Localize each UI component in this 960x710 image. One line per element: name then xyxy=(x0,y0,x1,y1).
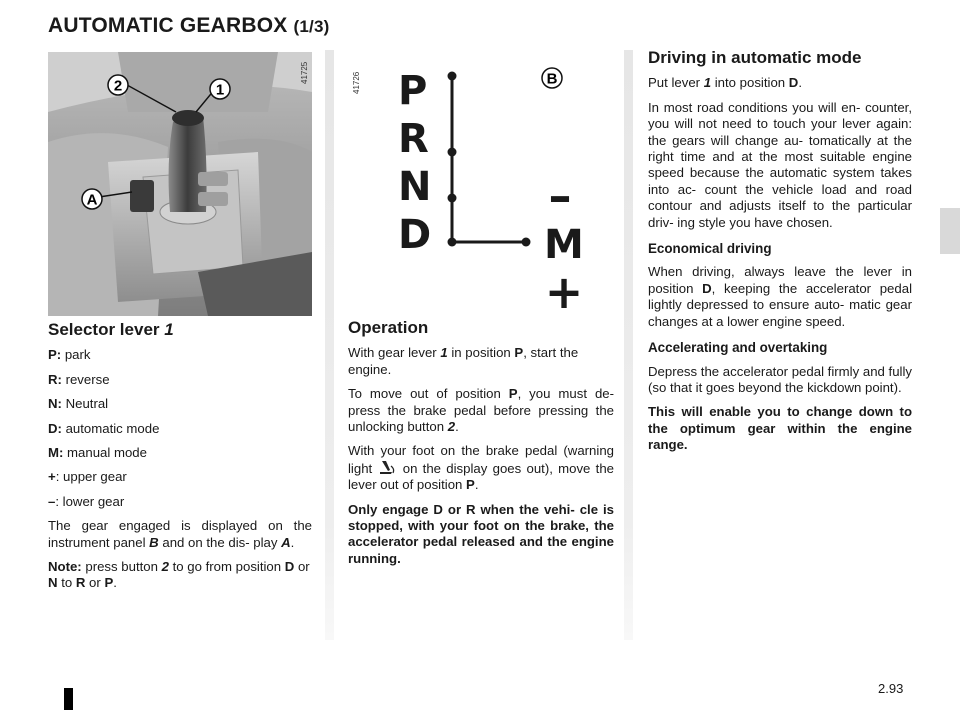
list-item: P: park xyxy=(48,347,91,363)
automatic-paragraph-1: Put lever 1 into position D. xyxy=(648,75,802,91)
safety-warning-paragraph: Only engage D or R when the vehi- cle is stopped, with your foot on the brake, the accelerator pedal released and the engine running. xyxy=(348,501,614,566)
position-d: D xyxy=(398,212,432,258)
selector-lever-heading: Selector lever 1 xyxy=(48,320,174,339)
title-suffix: (1/3) xyxy=(293,17,330,36)
accelerating-heading: Accelerating and overtaking xyxy=(648,340,828,356)
gear-selector-photo xyxy=(48,52,312,316)
position-list xyxy=(48,347,312,510)
operation-section xyxy=(348,320,614,575)
gear-display-paragraph: The gear engaged is displayed on the instrument panel B and on the dis- play A. xyxy=(48,518,312,550)
chapter-tab xyxy=(940,208,960,254)
callout-2: 2 xyxy=(113,77,123,95)
diagram-reference-number: 41726 xyxy=(352,71,361,94)
position-m: M xyxy=(544,222,584,268)
selector-lever-section xyxy=(48,322,312,600)
gear-selector-illustration xyxy=(48,52,312,316)
manual-plus: + xyxy=(544,265,584,316)
list-item: +: upper gear xyxy=(48,469,127,485)
automatic-mode-heading: Driving in automatic mode xyxy=(648,48,862,67)
list-item: D: automatic mode xyxy=(48,420,160,436)
label-b: B xyxy=(546,70,558,88)
automatic-mode-section xyxy=(648,50,912,462)
operation-paragraph-1: With gear lever 1 in position P, start the engine. xyxy=(348,345,579,377)
position-p: P xyxy=(398,68,428,114)
page-number: 2.93 xyxy=(878,681,904,696)
print-mark xyxy=(64,688,73,710)
note-paragraph: Note: press button 2 to go from position D or N to R or P. xyxy=(48,559,310,591)
automatic-paragraph-2: In most road conditions you will en- counter, you will not need to touch your lever again: the gears will change au- tomatically at the right time and at the most suitable engine speed because the automatic system takes into ac- count the vehicle load and road contour and adjusts itself to the particular driv- ing style you have chosen. xyxy=(648,99,912,230)
position-n: N xyxy=(398,164,432,210)
callout-a: A xyxy=(86,191,98,209)
accelerating-paragraph: Depress the accelerator pedal firmly and fully (so that it goes beyond the kickdown point). xyxy=(648,363,912,395)
callout-1: 1 xyxy=(215,81,225,99)
operation-paragraph-2: To move out of position P, you must de- press the brake pedal before pressing the unlocking button 2. xyxy=(348,386,615,435)
kickdown-note-paragraph: This will enable you to change down to the optimum gear within the engine range. xyxy=(648,404,912,453)
list-item: M: manual mode xyxy=(48,445,147,461)
manual-minus: – xyxy=(548,169,572,223)
position-r: R xyxy=(398,116,429,162)
page-title xyxy=(48,14,329,38)
operation-heading: Operation xyxy=(348,318,429,337)
shift-pattern-diagram xyxy=(338,52,620,316)
column-divider-left xyxy=(325,50,334,640)
economical-driving-paragraph: When driving, always leave the lever in position D, keeping the accelerator pedal lightly depressed to ensure auto- matic gear changes at a lower engine speed. xyxy=(648,264,912,329)
title-main: AUTOMATIC GEARBOX xyxy=(48,14,288,37)
list-item: N: Neutral xyxy=(48,396,109,412)
operation-paragraph-3: With your foot on the brake pedal (warning light on the display goes out), move the lever out of position P. xyxy=(348,443,614,493)
brake-pedal-warning-icon xyxy=(377,460,397,476)
list-item: R: reverse xyxy=(48,371,110,387)
column-divider-right xyxy=(624,50,633,640)
list-item: –: lower gear xyxy=(48,493,125,509)
photo-reference-number: 41725 xyxy=(300,61,309,84)
economical-driving-heading: Economical driving xyxy=(648,241,772,257)
